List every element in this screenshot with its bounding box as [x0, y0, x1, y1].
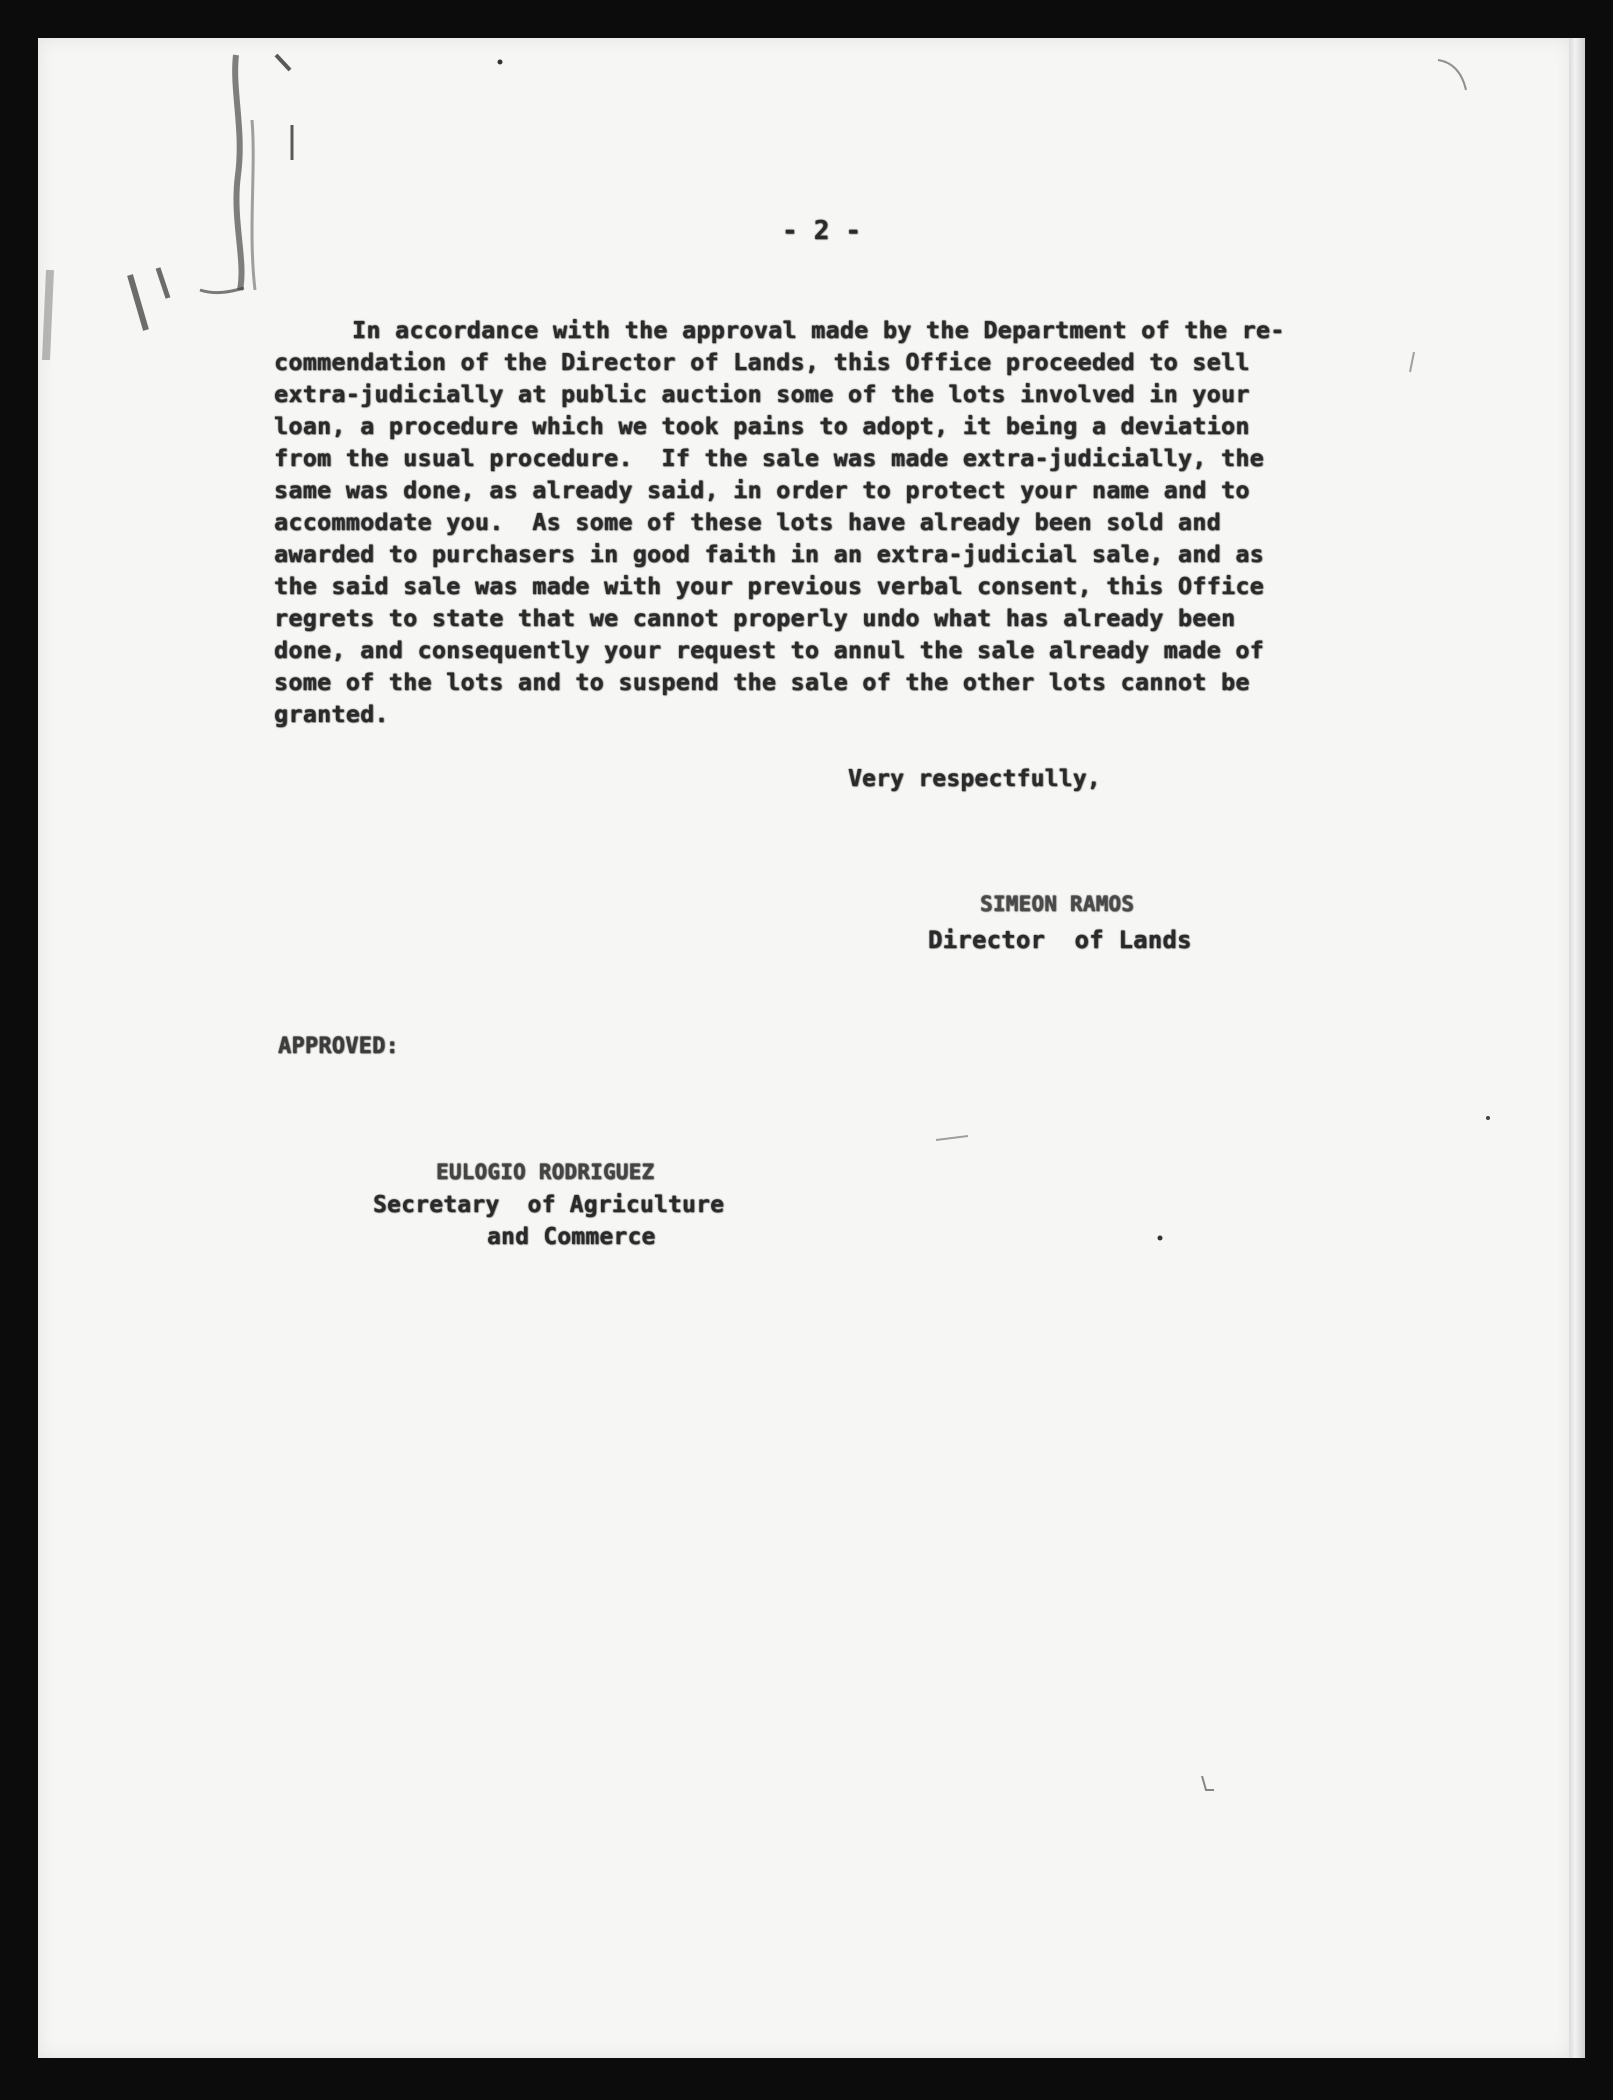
page-edge — [1569, 38, 1585, 2058]
body-line: awarded to purchasers in good faith in an extra-judicial sale, and as — [274, 540, 1265, 568]
body-line: regrets to state that we cannot properly undo what has already been — [274, 604, 1236, 632]
approved-label: APPROVED: — [278, 1034, 400, 1059]
body-line: commendation of the Director of Lands, this Office proceeded to sell — [274, 348, 1250, 376]
body-line: the said sale was made with your previous verbal consent, this Office — [274, 572, 1265, 600]
closing-salutation: Very respectfully, — [848, 766, 1101, 792]
signer-name: SIMEON RAMOS — [980, 892, 1135, 916]
body-line: granted. — [274, 700, 389, 728]
body-line: from the usual procedure. If the sale was made extra-judicially, the — [274, 444, 1265, 472]
body-line: extra-judicially at public auction some of the lots involved in your — [274, 380, 1250, 408]
signer-title: Director of Lands — [928, 926, 1192, 954]
body-line: In accordance with the approval made by the Department of the re- — [352, 316, 1285, 344]
approver-title-line-1: Secretary of Agriculture — [373, 1192, 725, 1218]
body-line: accommodate you. As some of these lots have already been sold and — [274, 508, 1221, 536]
body-line: loan, a procedure which we took pains to adopt, it being a deviation — [274, 412, 1250, 440]
page-number: - 2 - — [782, 216, 862, 246]
body-line: done, and consequently your request to annul the sale already made of — [274, 636, 1265, 664]
body-line: some of the lots and to suspend the sale of the other lots cannot be — [274, 668, 1250, 696]
body-line: same was done, as already said, in order to protect your name and to — [274, 476, 1250, 504]
approver-title-line-2: and Commerce — [487, 1224, 656, 1250]
approver-name: EULOGIO RODRIGUEZ — [436, 1160, 655, 1184]
